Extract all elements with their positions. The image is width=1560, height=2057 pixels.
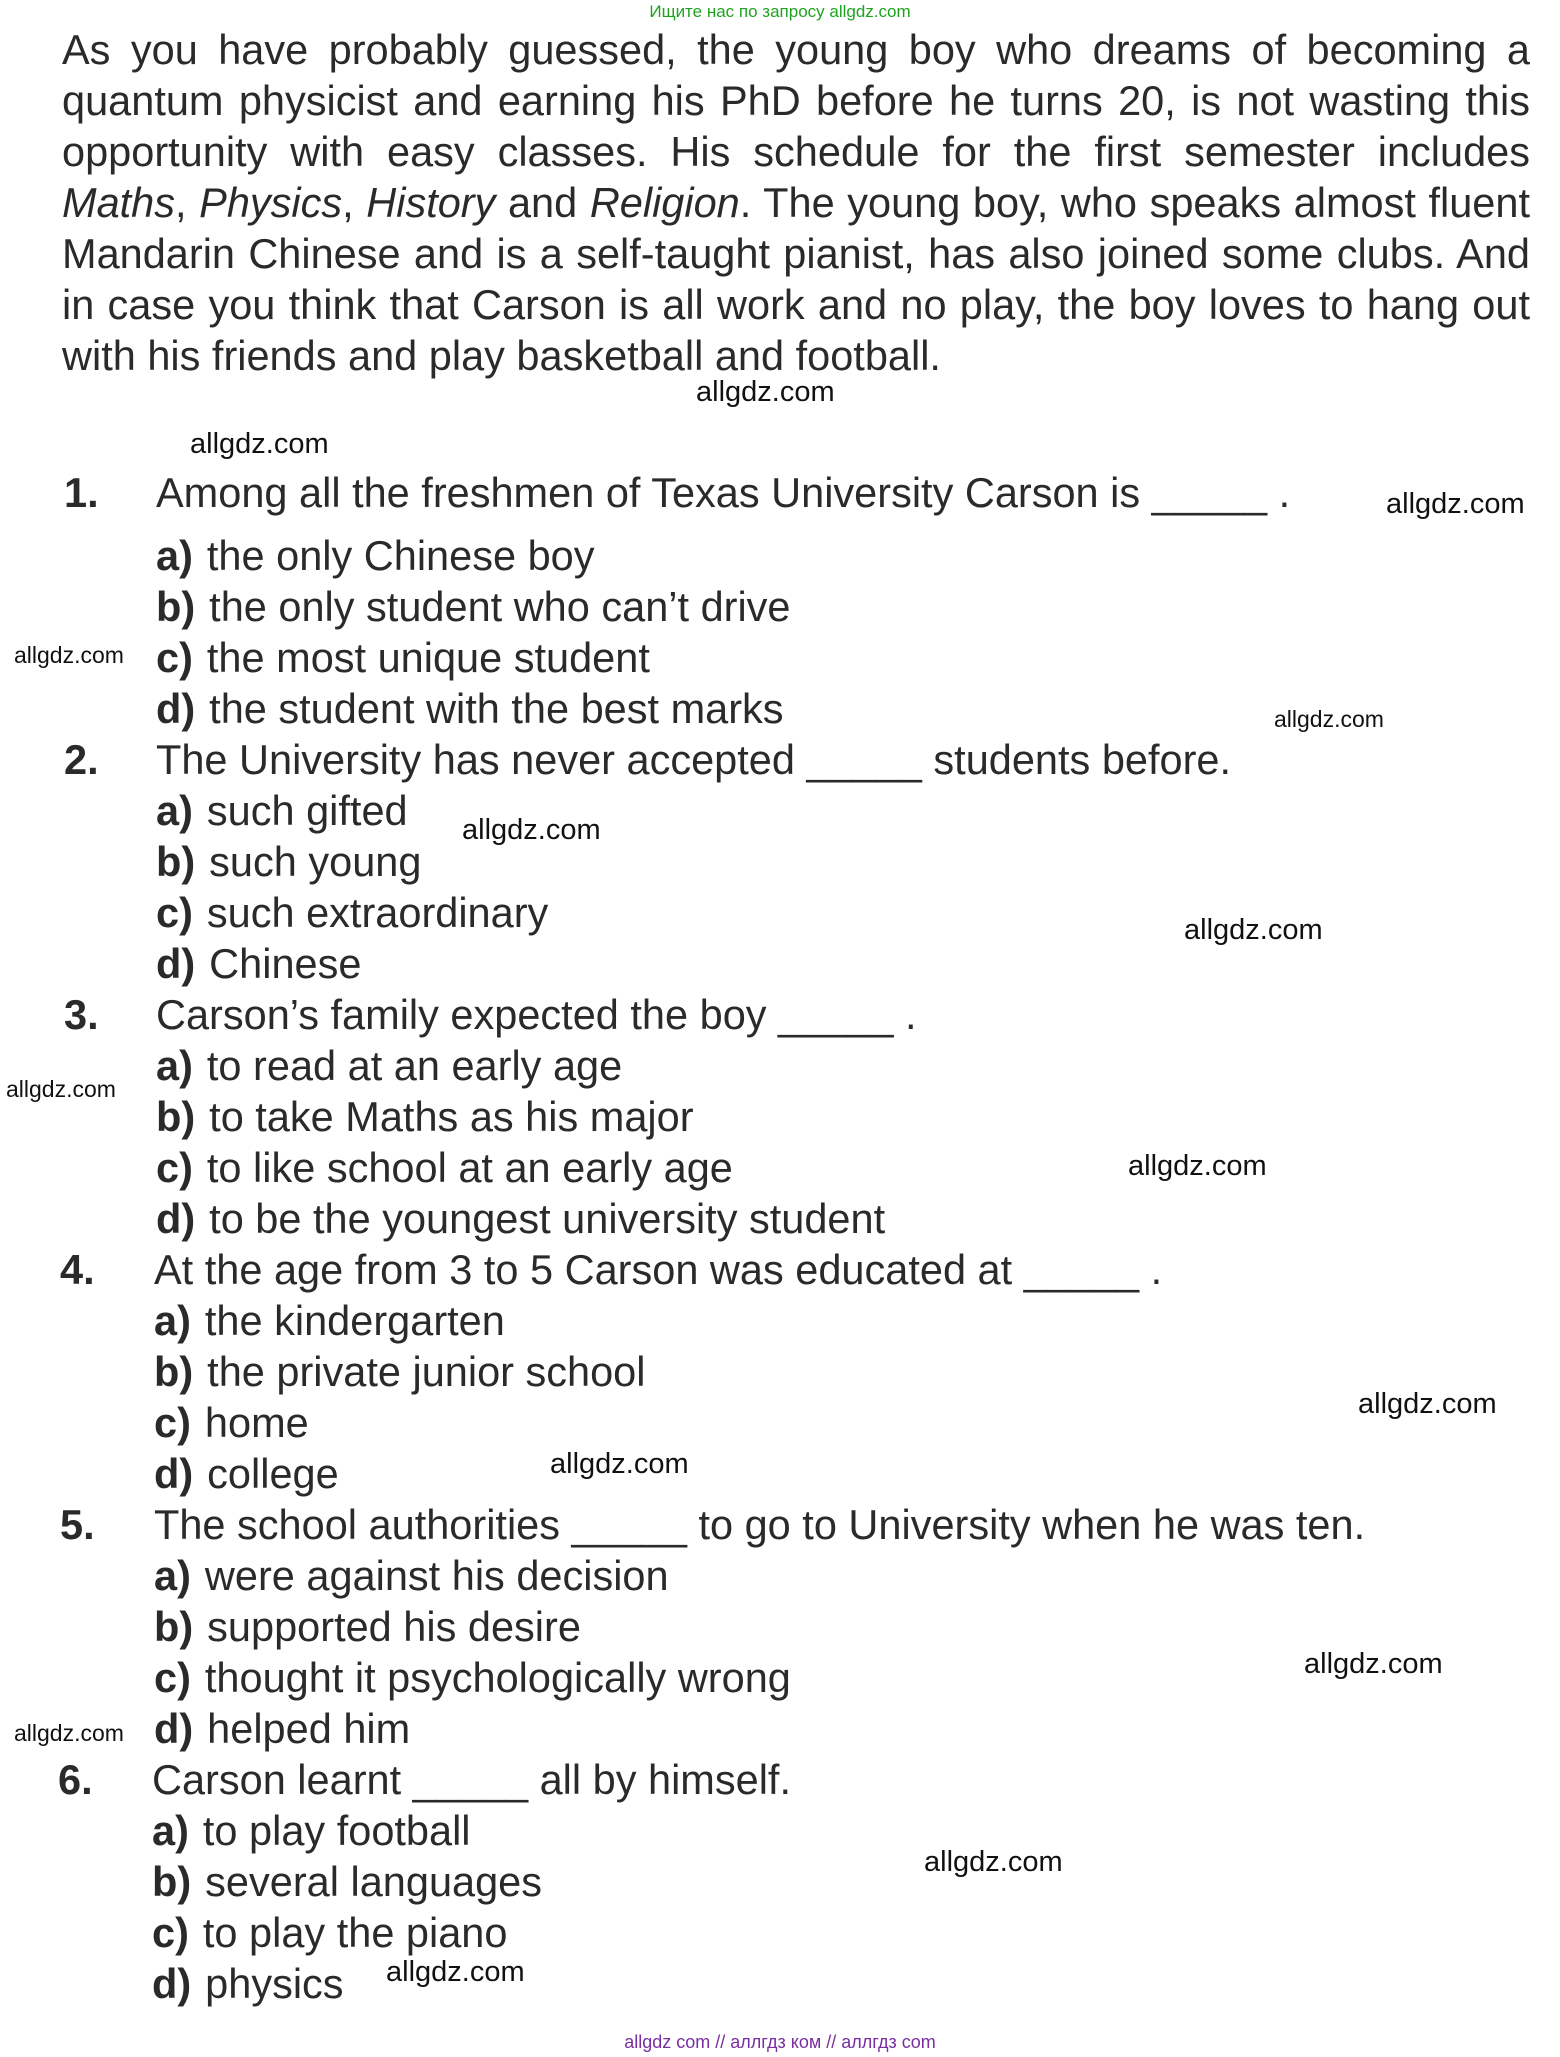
option-text: to be the youngest university student <box>209 1195 886 1242</box>
separator: and <box>495 179 590 226</box>
option-letter: b) <box>154 1348 194 1395</box>
option[interactable] <box>154 1296 505 1346</box>
option-text: the private junior school <box>207 1348 646 1395</box>
option-letter: b) <box>156 1093 196 1140</box>
watermark: allgdz.com <box>462 814 601 846</box>
option-letter: d) <box>152 1960 192 2007</box>
option[interactable] <box>156 1092 694 1142</box>
separator: , <box>175 179 200 226</box>
watermark: allgdz.com <box>6 1076 116 1102</box>
option-letter: c) <box>154 1654 191 1701</box>
question-text: The school authorities _____ to go to University when he was ten. <box>154 1501 1366 1548</box>
question-number: 6. <box>58 1756 93 1803</box>
option-letter: d) <box>154 1705 194 1752</box>
option-text: the only Chinese boy <box>206 532 595 579</box>
option-letter: c) <box>156 1144 193 1191</box>
top-banner: Ищите нас по запросу allgdz.com <box>649 2 911 21</box>
option[interactable] <box>156 1194 885 1244</box>
option[interactable] <box>156 684 784 734</box>
option-letter: b) <box>156 583 196 630</box>
option-letter: b) <box>154 1603 194 1650</box>
question-number: 1. <box>64 469 99 516</box>
option-letter: a) <box>152 1807 189 1854</box>
option-letter: a) <box>156 532 193 579</box>
watermark: allgdz.com <box>1304 1648 1443 1680</box>
option[interactable] <box>154 1551 669 1601</box>
option-text: thought it psychologically wrong <box>204 1654 791 1701</box>
option-text: supported his desire <box>207 1603 581 1650</box>
question-number: 2. <box>64 736 99 783</box>
option-letter: d) <box>156 685 196 732</box>
option-letter: c) <box>154 1399 191 1446</box>
watermark: allgdz.com <box>550 1448 689 1480</box>
question-number: 3. <box>64 991 99 1038</box>
watermark: allgdz.com <box>696 376 835 408</box>
option[interactable] <box>156 582 791 632</box>
watermark: allgdz.com <box>386 1956 525 1988</box>
option[interactable] <box>154 1653 791 1703</box>
watermark: allgdz.com <box>924 1846 1063 1878</box>
separator: , <box>342 179 367 226</box>
option-letter: c) <box>152 1909 189 1956</box>
watermark: allgdz.com <box>14 1720 124 1746</box>
option-text: home <box>204 1399 309 1446</box>
option[interactable] <box>156 786 408 836</box>
subject-religion: Religion <box>589 179 740 226</box>
option-text: college <box>207 1450 339 1497</box>
option-text: to play football <box>202 1807 471 1854</box>
footer: allgdz com // аллгдз ком // аллгдз com <box>624 2032 936 2052</box>
watermark: allgdz.com <box>1184 914 1323 946</box>
subject-physics: Physics <box>199 179 343 226</box>
watermark: allgdz.com <box>1386 488 1525 520</box>
option-text: to play the piano <box>202 1909 508 1956</box>
option[interactable] <box>152 1806 471 1856</box>
option-letter: d) <box>156 1195 196 1242</box>
paragraph-text: . The young boy, who speaks almost fluent Mandarin Chinese and is a self-taught pianist, has also joined some clubs. And in case you think that Carson is all work and no play, the boy loves to hang out with his friends and play basketball and football. <box>62 179 1530 379</box>
option-text: to take Maths as his major <box>209 1093 694 1140</box>
option-letter: a) <box>156 1042 193 1089</box>
option[interactable] <box>154 1398 309 1448</box>
option[interactable] <box>156 1143 733 1193</box>
option[interactable] <box>154 1347 645 1397</box>
watermark: allgdz.com <box>1274 706 1384 732</box>
watermark: allgdz.com <box>14 642 124 668</box>
subject-maths: Maths <box>62 179 176 226</box>
option-text: were against his decision <box>204 1552 669 1599</box>
option[interactable] <box>154 1704 410 1754</box>
option[interactable] <box>152 1857 542 1907</box>
question-text: Carson’s family expected the boy _____ . <box>156 991 917 1038</box>
question-number: 4. <box>60 1246 95 1293</box>
option[interactable] <box>156 837 421 887</box>
option-text: the kindergarten <box>204 1297 505 1344</box>
option-letter: b) <box>156 838 196 885</box>
question-text: At the age from 3 to 5 Carson was educated at _____ . <box>154 1246 1163 1293</box>
option-text: several languages <box>205 1858 543 1905</box>
option-text: the only student who can’t drive <box>209 583 791 630</box>
option-text: to read at an early age <box>206 1042 623 1089</box>
option-letter: d) <box>154 1450 194 1497</box>
option-text: such extraordinary <box>206 889 549 936</box>
watermark: allgdz.com <box>1128 1150 1267 1182</box>
option-letter: d) <box>156 940 196 987</box>
option-text: to like school at an early age <box>206 1144 733 1191</box>
option[interactable] <box>156 633 650 683</box>
paragraph-text: As you have probably guessed, the young boy who dreams of becoming a quantum physicist and earning his PhD before he turns 20, is not wasting this opportunity with easy classes. His schedule for the first semester includes <box>62 26 1530 175</box>
option-letter: c) <box>156 634 193 681</box>
option-letter: a) <box>156 787 193 834</box>
option[interactable] <box>156 531 595 581</box>
option-text: Chinese <box>209 940 362 987</box>
option[interactable] <box>154 1449 339 1499</box>
question-text: The University has never accepted _____ students before. <box>156 736 1232 783</box>
option-text: such young <box>209 838 422 885</box>
option-letter: b) <box>152 1858 192 1905</box>
option-text: physics <box>205 1960 344 2007</box>
option-text: helped him <box>207 1705 411 1752</box>
reading-paragraph <box>62 24 1530 381</box>
option[interactable] <box>156 939 361 989</box>
option[interactable] <box>152 1959 344 2009</box>
option-letter: a) <box>154 1297 191 1344</box>
question-text: Carson learnt _____ all by himself. <box>152 1756 791 1803</box>
option[interactable] <box>154 1602 581 1652</box>
option-letter: a) <box>154 1552 191 1599</box>
watermark: allgdz.com <box>190 428 329 460</box>
option-text: the student with the best marks <box>209 685 784 732</box>
watermark: allgdz.com <box>1358 1388 1497 1420</box>
option[interactable] <box>156 1041 622 1091</box>
option-text: the most unique student <box>206 634 650 681</box>
option[interactable] <box>156 888 548 938</box>
option-letter: c) <box>156 889 193 936</box>
option-text: such gifted <box>206 787 408 834</box>
option[interactable] <box>152 1908 507 1958</box>
question-text: Among all the freshmen of Texas University Carson is _____ . <box>156 469 1291 516</box>
question-number: 5. <box>60 1501 95 1548</box>
subject-history: History <box>366 179 496 226</box>
